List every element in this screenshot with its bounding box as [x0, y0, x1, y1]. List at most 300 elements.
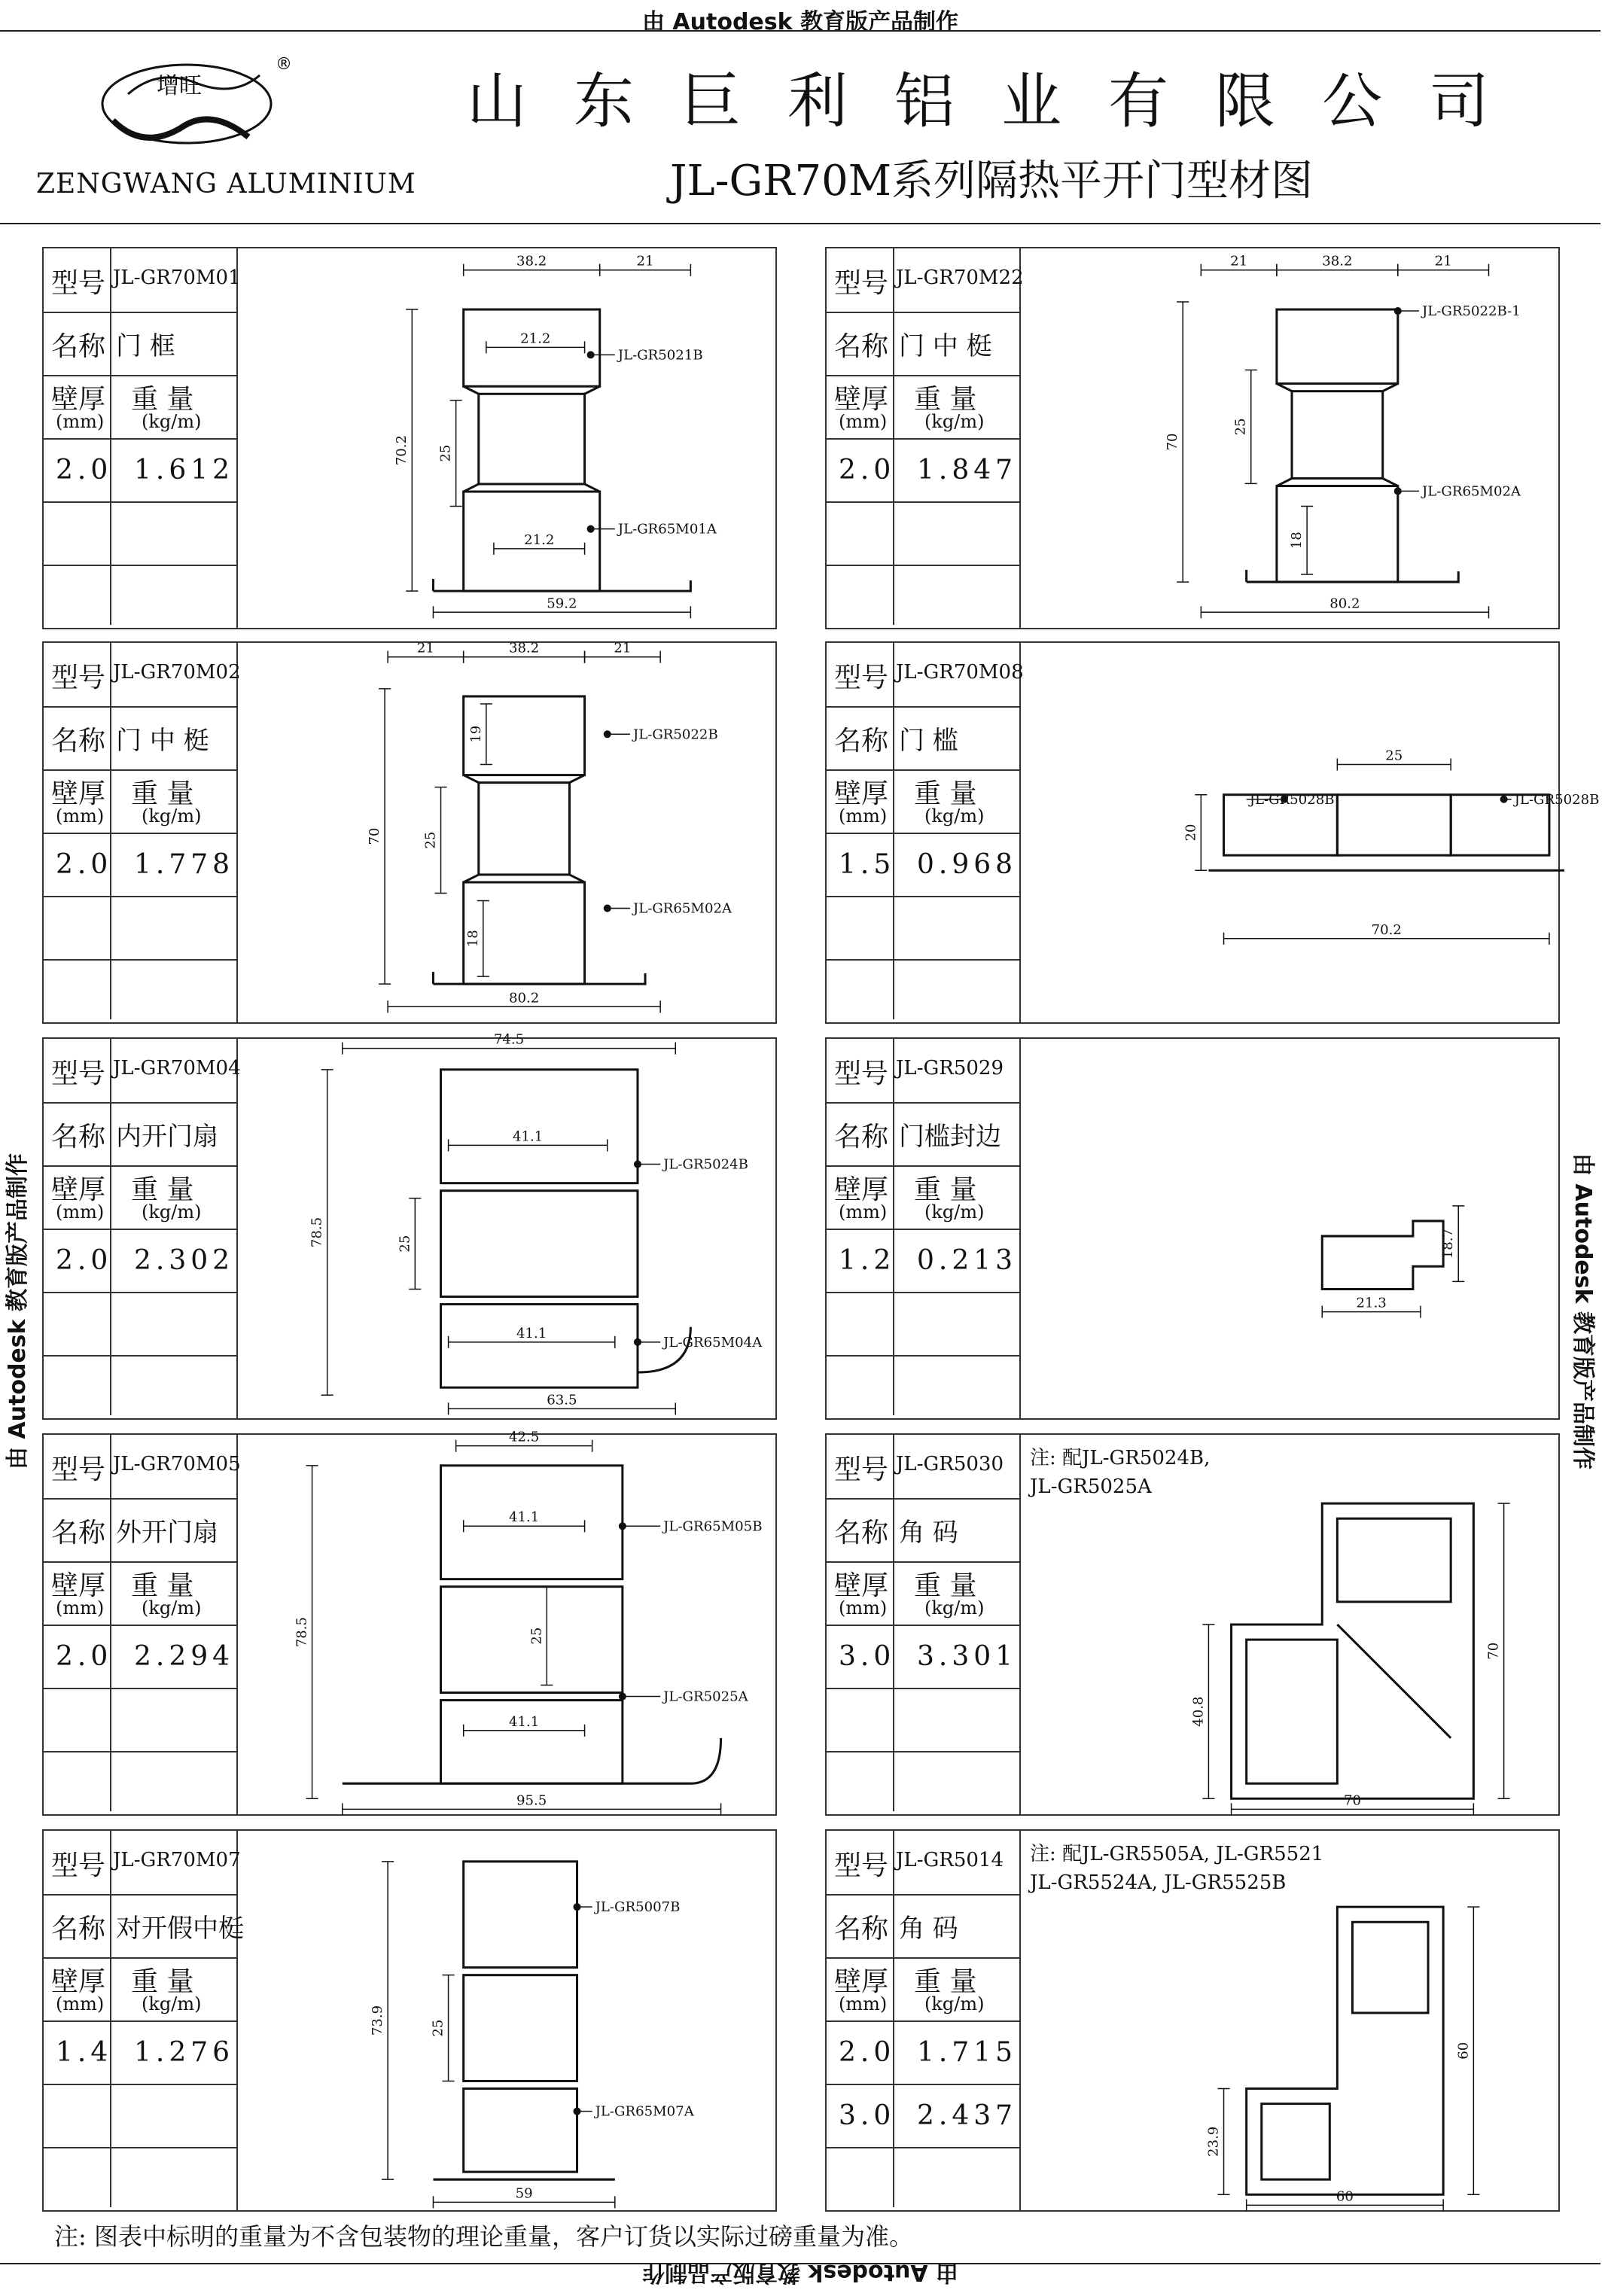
spec-label-cell	[827, 1229, 894, 1292]
spec-row	[827, 1831, 1019, 1896]
part-label: JL-GR65M02A	[1421, 483, 1521, 500]
dim-inner-width: 21.2	[524, 531, 555, 548]
spec-label-cell	[44, 1039, 111, 1102]
dim-width: 38.2	[1322, 253, 1353, 269]
wall-label: 壁厚	[51, 1966, 106, 1997]
spec-table	[827, 1039, 1021, 1418]
weight-label: 重 量	[131, 384, 194, 415]
spec-row	[44, 248, 241, 313]
name-label: 名称	[51, 726, 106, 757]
watermark-left: 由 Autodesk 教育版产品制作	[5, 1153, 31, 1470]
spec-row	[44, 565, 236, 625]
profile-panel	[42, 1031, 777, 1420]
dim-height: 19	[468, 725, 484, 743]
wall-unit: (mm)	[839, 1993, 888, 2014]
spec-row	[44, 706, 236, 771]
spec-row	[44, 833, 236, 897]
spec-row	[44, 2147, 236, 2207]
profile-panel	[825, 1433, 1560, 1816]
name-label: 名称	[834, 331, 889, 362]
dim-total-height: 70	[1165, 433, 1181, 451]
spec-row	[827, 248, 1024, 313]
model-value: JL-GR5029	[896, 1057, 1004, 1079]
spec-row	[44, 1229, 236, 1293]
wall-unit: (mm)	[56, 1993, 105, 2014]
panel-note: 注: 配JL-GR5505A, JL-GR5521	[1030, 1843, 1324, 1865]
spec-row	[44, 1102, 236, 1167]
spec-row	[827, 769, 1019, 834]
spec-label-cell	[827, 1688, 894, 1751]
spec-label-cell	[44, 769, 111, 833]
spec-row	[827, 1688, 1019, 1752]
part-label: JL-GR5021B	[617, 347, 703, 364]
spec-label-cell	[44, 1688, 111, 1751]
name-label: 名称	[834, 1122, 889, 1153]
spec-label-cell	[827, 2084, 894, 2147]
dim-height: 20	[1183, 824, 1199, 842]
spec-label-cell	[827, 1957, 894, 2020]
part-label: JL-GR5028B	[1249, 791, 1335, 808]
part-label: JL-GR65M04A	[663, 1334, 763, 1350]
spec-label-cell	[827, 959, 894, 1019]
spec-label-cell	[44, 248, 111, 312]
dim-total-width: 80.2	[508, 990, 540, 1006]
dim-height: 25	[397, 1235, 413, 1253]
spec-label-cell	[827, 1039, 894, 1102]
spec-label-cell	[44, 438, 111, 501]
spec-label-cell	[827, 1435, 894, 1498]
spec-label-cell	[827, 1498, 894, 1561]
top-border	[0, 30, 1600, 32]
spec-label-cell	[44, 375, 111, 438]
dim-total-width: 74.5	[493, 1031, 525, 1048]
wall-thickness-value: 1.5	[839, 849, 896, 880]
logo-brand-cn: 增旺	[157, 73, 202, 99]
spec-row	[44, 1165, 236, 1230]
model-label: 型号	[834, 662, 889, 693]
spec-label-cell	[44, 1102, 111, 1165]
dim-height: 40.8	[1190, 1696, 1207, 1727]
weight-value: 1.847	[917, 455, 1018, 486]
spec-label-cell	[827, 1102, 894, 1165]
spec-label-cell	[44, 959, 111, 1019]
spec-label-cell	[827, 1165, 894, 1229]
spec-label-cell	[44, 565, 111, 625]
dim-height: 23.9	[1205, 2126, 1222, 2157]
spec-row	[44, 1625, 236, 1689]
wall-thickness-value: 2.0	[56, 1641, 113, 1672]
spec-row	[827, 1165, 1019, 1230]
dim-inner-width: 41.1	[508, 1713, 540, 1730]
spec-label-cell	[44, 501, 111, 565]
panel-note: JL-GR5524A, JL-GR5525B	[1030, 1871, 1287, 1894]
spec-label-cell	[44, 1894, 111, 1957]
name-value: 门 框	[116, 331, 175, 361]
weight-unit: (kg/m)	[924, 1993, 985, 2014]
spec-row	[827, 375, 1019, 440]
spec-label-cell	[44, 1165, 111, 1229]
weight-unit: (kg/m)	[142, 1993, 202, 2014]
spec-table	[827, 248, 1024, 628]
wall-label: 壁厚	[834, 384, 889, 415]
spec-table	[827, 643, 1024, 1022]
spec-label-cell	[827, 2147, 894, 2207]
spec-label-cell	[827, 896, 894, 959]
spec-row	[827, 643, 1024, 708]
profile-panel	[42, 247, 777, 629]
wall-label: 壁厚	[51, 384, 106, 415]
dim-height: 18	[464, 930, 481, 948]
spec-row	[44, 1751, 236, 1811]
model-value: JL-GR70M01	[113, 266, 241, 289]
part-label: JL-GR5025A	[663, 1689, 748, 1705]
wall-thickness-value: 3.0	[839, 2100, 896, 2131]
dim-width: 21	[614, 640, 632, 656]
spec-row	[827, 1435, 1019, 1500]
weight-unit: (kg/m)	[142, 1597, 202, 1618]
weight-label: 重 量	[131, 1570, 194, 1601]
spec-label-cell	[827, 1355, 894, 1415]
spec-label-cell	[827, 1292, 894, 1355]
model-value: JL-GR70M08	[896, 661, 1024, 684]
wall-thickness-value: 2.0	[56, 455, 113, 486]
model-value: JL-GR70M02	[113, 661, 241, 684]
spec-row	[827, 2084, 1019, 2148]
profile-cross-section	[236, 1031, 775, 1418]
model-label: 型号	[834, 268, 889, 299]
dim-width: 38.2	[508, 640, 540, 656]
dim-width: 42.5	[508, 1429, 540, 1445]
model-value: JL-GR5030	[896, 1453, 1004, 1475]
spec-row	[827, 501, 1019, 566]
spec-row	[44, 1561, 236, 1626]
dim-height: 25	[430, 2019, 446, 2037]
dim-height: 25	[437, 444, 454, 462]
weight-label: 重 量	[914, 778, 977, 809]
part-label: JL-GR5022B-1	[1421, 303, 1521, 320]
model-label: 型号	[834, 1058, 889, 1089]
drawing-subtitle: JL-GR70M系列隔热平开门型材图	[670, 157, 1314, 206]
dim-total-height: 73.9	[370, 2005, 386, 2036]
weight-label: 重 量	[914, 384, 977, 415]
wall-unit: (mm)	[839, 805, 888, 827]
spec-label-cell	[827, 501, 894, 565]
spec-label-cell	[827, 706, 894, 769]
profile-panel	[42, 1429, 777, 1816]
weight-value: 1.276	[134, 2037, 235, 2068]
weight-value: 2.437	[917, 2100, 1018, 2131]
dim-total-width: 70.2	[1371, 921, 1402, 938]
dim-total-height: 60	[1455, 2042, 1472, 2060]
dim-total-width: 80.2	[1329, 595, 1360, 612]
spec-row	[44, 1957, 236, 2022]
dim-height: 25	[528, 1627, 545, 1645]
spec-row	[44, 2084, 236, 2148]
header-divider	[0, 223, 1600, 224]
profile-drawing	[236, 248, 775, 628]
weight-unit: (kg/m)	[142, 805, 202, 827]
panel-note: JL-GR5025A	[1030, 1475, 1152, 1498]
spec-row	[827, 1957, 1019, 2022]
spec-row	[827, 2147, 1019, 2207]
profile-drawing	[1019, 643, 1600, 1022]
dim-total-width: 70	[1343, 1792, 1361, 1809]
spec-label-cell	[44, 896, 111, 959]
wall-unit: (mm)	[839, 1597, 888, 1618]
dim-height: 25	[422, 831, 439, 849]
model-label: 型号	[51, 1850, 106, 1881]
wall-label: 壁厚	[51, 778, 106, 809]
spec-label-cell	[827, 1751, 894, 1811]
spec-row	[44, 959, 236, 1019]
wall-thickness-value: 2.0	[56, 1245, 113, 1276]
part-label: JL-GR5022B	[632, 726, 718, 743]
profile-panel	[825, 641, 1600, 1024]
weight-unit: (kg/m)	[142, 411, 202, 432]
spec-row	[827, 1751, 1019, 1811]
spec-row	[44, 501, 236, 566]
wall-label: 壁厚	[834, 778, 889, 809]
spec-label-cell	[44, 1751, 111, 1811]
dim-total-width: 59.2	[547, 595, 577, 612]
spec-label-cell	[44, 706, 111, 769]
dim-total-width: 63.5	[547, 1392, 577, 1408]
spec-label-cell	[44, 643, 111, 706]
spec-label-cell	[44, 1229, 111, 1292]
weight-unit: (kg/m)	[924, 1597, 985, 1618]
spec-label-cell	[827, 833, 894, 896]
spec-label-cell	[827, 1894, 894, 1957]
spec-label-cell	[827, 2020, 894, 2084]
wall-unit: (mm)	[839, 1201, 888, 1223]
spec-label-cell	[827, 438, 894, 501]
spec-table	[827, 1831, 1021, 2210]
name-label: 名称	[51, 1914, 106, 1944]
wall-unit: (mm)	[56, 1201, 105, 1223]
wall-thickness-value: 3.0	[839, 1641, 896, 1672]
spec-label-cell	[44, 1498, 111, 1561]
watermark-bottom: 由 Autodesk 教育版产品制作	[641, 2259, 959, 2285]
name-value: 对开假中梃	[116, 1914, 244, 1944]
weight-value: 0.213	[917, 1245, 1018, 1276]
spec-row	[44, 2020, 236, 2085]
name-value: 内开门扇	[116, 1122, 218, 1152]
spec-label-cell	[827, 643, 894, 706]
weight-unit: (kg/m)	[924, 411, 985, 432]
model-label: 型号	[51, 1058, 106, 1089]
weight-unit: (kg/m)	[142, 1201, 202, 1223]
weight-value: 0.968	[917, 849, 1018, 880]
wall-thickness-value: 1.2	[839, 1245, 896, 1276]
wall-unit: (mm)	[56, 1597, 105, 1618]
weight-label: 重 量	[914, 1570, 977, 1601]
dim-height: 18	[1289, 531, 1305, 550]
dim-width: 21	[1230, 253, 1248, 269]
part-label: JL-GR65M01A	[617, 521, 717, 537]
profile-panel	[825, 1037, 1560, 1420]
watermark-top: 由 Autodesk 教育版产品制作	[641, 9, 959, 35]
company-name: 山东巨利铝业有限公司	[467, 66, 1536, 136]
name-value: 门 中 梃	[116, 726, 209, 756]
bottom-border	[0, 2263, 1600, 2264]
name-label: 名称	[834, 1914, 889, 1944]
spec-row	[827, 1561, 1019, 1626]
spec-row	[827, 1355, 1019, 1415]
weight-value: 3.301	[917, 1641, 1018, 1672]
spec-table	[44, 643, 241, 1022]
dim-inner-width: 21.2	[520, 330, 551, 347]
model-label: 型号	[51, 662, 106, 693]
weight-label: 重 量	[131, 1174, 194, 1205]
spec-label-cell	[44, 2147, 111, 2207]
spec-label-cell	[827, 1561, 894, 1625]
spec-row	[827, 959, 1019, 1019]
wall-thickness-value: 1.4	[56, 2037, 113, 2068]
spec-row	[827, 1625, 1019, 1689]
spec-table	[827, 1435, 1021, 1814]
spec-label-cell	[827, 565, 894, 625]
weight-label: 重 量	[914, 1174, 977, 1205]
spec-table	[44, 1435, 241, 1814]
profile-cross-section	[1019, 1039, 1558, 1418]
spec-row	[44, 1831, 241, 1896]
spec-label-cell	[827, 248, 894, 312]
spec-row	[827, 1102, 1019, 1167]
spec-row	[44, 1894, 244, 1959]
model-value: JL-GR70M22	[896, 266, 1024, 289]
dim-height: 18.7	[1440, 1228, 1457, 1259]
spec-label-cell	[827, 375, 894, 438]
spec-row	[827, 706, 1019, 771]
spec-label-cell	[44, 1957, 111, 2020]
footnote: 注: 图表中标明的重量为不含包装物的理论重量，客户订货以实际过磅重量为准。	[54, 2222, 913, 2251]
weight-label: 重 量	[131, 778, 194, 809]
spec-row	[44, 1498, 236, 1563]
spec-row	[827, 1229, 1019, 1293]
profile-drawing	[1019, 248, 1558, 628]
spec-row	[44, 643, 241, 708]
spec-row	[827, 833, 1019, 897]
weight-unit: (kg/m)	[924, 805, 985, 827]
name-value: 门 槛	[899, 726, 958, 756]
spec-row	[44, 769, 236, 834]
name-label: 名称	[51, 1518, 106, 1548]
spec-label-cell	[44, 1831, 111, 1894]
spec-row	[827, 1498, 1019, 1563]
model-value: JL-GR5014	[896, 1849, 1004, 1871]
spec-table	[44, 1039, 241, 1418]
dim-total-height: 70	[1485, 1642, 1502, 1660]
profile-drawing	[236, 640, 775, 1022]
profile-drawing	[236, 1831, 775, 2210]
weight-label: 重 量	[131, 1966, 194, 1997]
wall-thickness-value: 2.0	[839, 455, 896, 486]
dim-width: 21	[1434, 253, 1452, 269]
model-label: 型号	[834, 1850, 889, 1881]
name-label: 名称	[51, 1122, 106, 1153]
wall-thickness-value: 2.0	[56, 849, 113, 880]
part-label: JL-GR65M07A	[595, 2103, 694, 2120]
spec-label-cell	[44, 1561, 111, 1625]
profile-cross-section	[236, 1831, 775, 2210]
dim-total-width: 60	[1336, 2188, 1354, 2205]
part-label: JL-GR5024B	[663, 1156, 748, 1173]
spec-row	[827, 1039, 1019, 1104]
weight-value: 1.715	[917, 2037, 1018, 2068]
spec-row	[827, 896, 1019, 961]
registered-mark: ®	[276, 55, 292, 74]
weight-unit: (kg/m)	[924, 1201, 985, 1223]
dim-inner-width: 41.1	[508, 1509, 540, 1526]
name-value: 门 中 梃	[899, 331, 992, 361]
brand-english: ZENGWANG ALUMINIUM	[36, 169, 416, 199]
wall-label: 壁厚	[51, 1174, 106, 1205]
spec-row	[827, 438, 1019, 503]
profile-panel	[825, 247, 1560, 629]
spec-row	[827, 1292, 1019, 1357]
model-label: 型号	[51, 268, 106, 299]
spec-label-cell	[44, 1625, 111, 1688]
name-label: 名称	[51, 331, 106, 362]
spec-row	[827, 2020, 1019, 2085]
profile-panel	[42, 641, 777, 1024]
part-label: JL-GR5028B	[1514, 791, 1600, 808]
dim-inner-width: 41.1	[513, 1128, 544, 1145]
profile-drawing	[236, 1429, 775, 1814]
spec-label-cell	[827, 1831, 894, 1894]
dim-width: 25	[1385, 748, 1403, 764]
spec-row	[44, 1435, 241, 1500]
spec-label-cell	[827, 312, 894, 375]
name-value: 角 码	[899, 1914, 958, 1944]
wall-label: 壁厚	[834, 1570, 889, 1601]
profile-panel	[42, 1829, 777, 2212]
wall-label: 壁厚	[51, 1570, 106, 1601]
spec-label-cell	[827, 1625, 894, 1688]
name-value: 门槛封边	[899, 1122, 1001, 1152]
logo	[98, 53, 294, 151]
weight-value: 1.778	[134, 849, 235, 880]
weight-value: 2.302	[134, 1245, 235, 1276]
part-label: JL-GR65M02A	[632, 900, 732, 917]
model-label: 型号	[51, 1454, 106, 1485]
spec-label-cell	[44, 312, 111, 375]
dim-total-height: 78.5	[309, 1217, 325, 1248]
spec-row	[44, 438, 236, 503]
profile-panel	[825, 1829, 1560, 2212]
spec-label-cell	[44, 2084, 111, 2147]
spec-row	[44, 375, 236, 440]
wall-unit: (mm)	[56, 411, 105, 432]
panel-note: 注: 配JL-GR5024B,	[1030, 1447, 1211, 1469]
spec-label-cell	[44, 833, 111, 896]
weight-label: 重 量	[914, 1966, 977, 1997]
wall-unit: (mm)	[56, 805, 105, 827]
model-label: 型号	[834, 1454, 889, 1485]
spec-label-cell	[827, 769, 894, 833]
dim-total-width: 59	[515, 2185, 533, 2202]
profile-drawing	[236, 1031, 775, 1418]
dim-inner-width: 41.1	[516, 1325, 547, 1341]
name-label: 名称	[834, 726, 889, 757]
spec-row	[827, 565, 1019, 625]
dim-total-height: 78.5	[294, 1616, 310, 1648]
dim-width: 38.2	[516, 253, 547, 269]
dim-width: 21	[416, 640, 434, 656]
spec-row	[44, 1355, 236, 1415]
dim-total-height: 70.2	[394, 434, 410, 466]
name-value: 外开门扇	[116, 1518, 218, 1548]
